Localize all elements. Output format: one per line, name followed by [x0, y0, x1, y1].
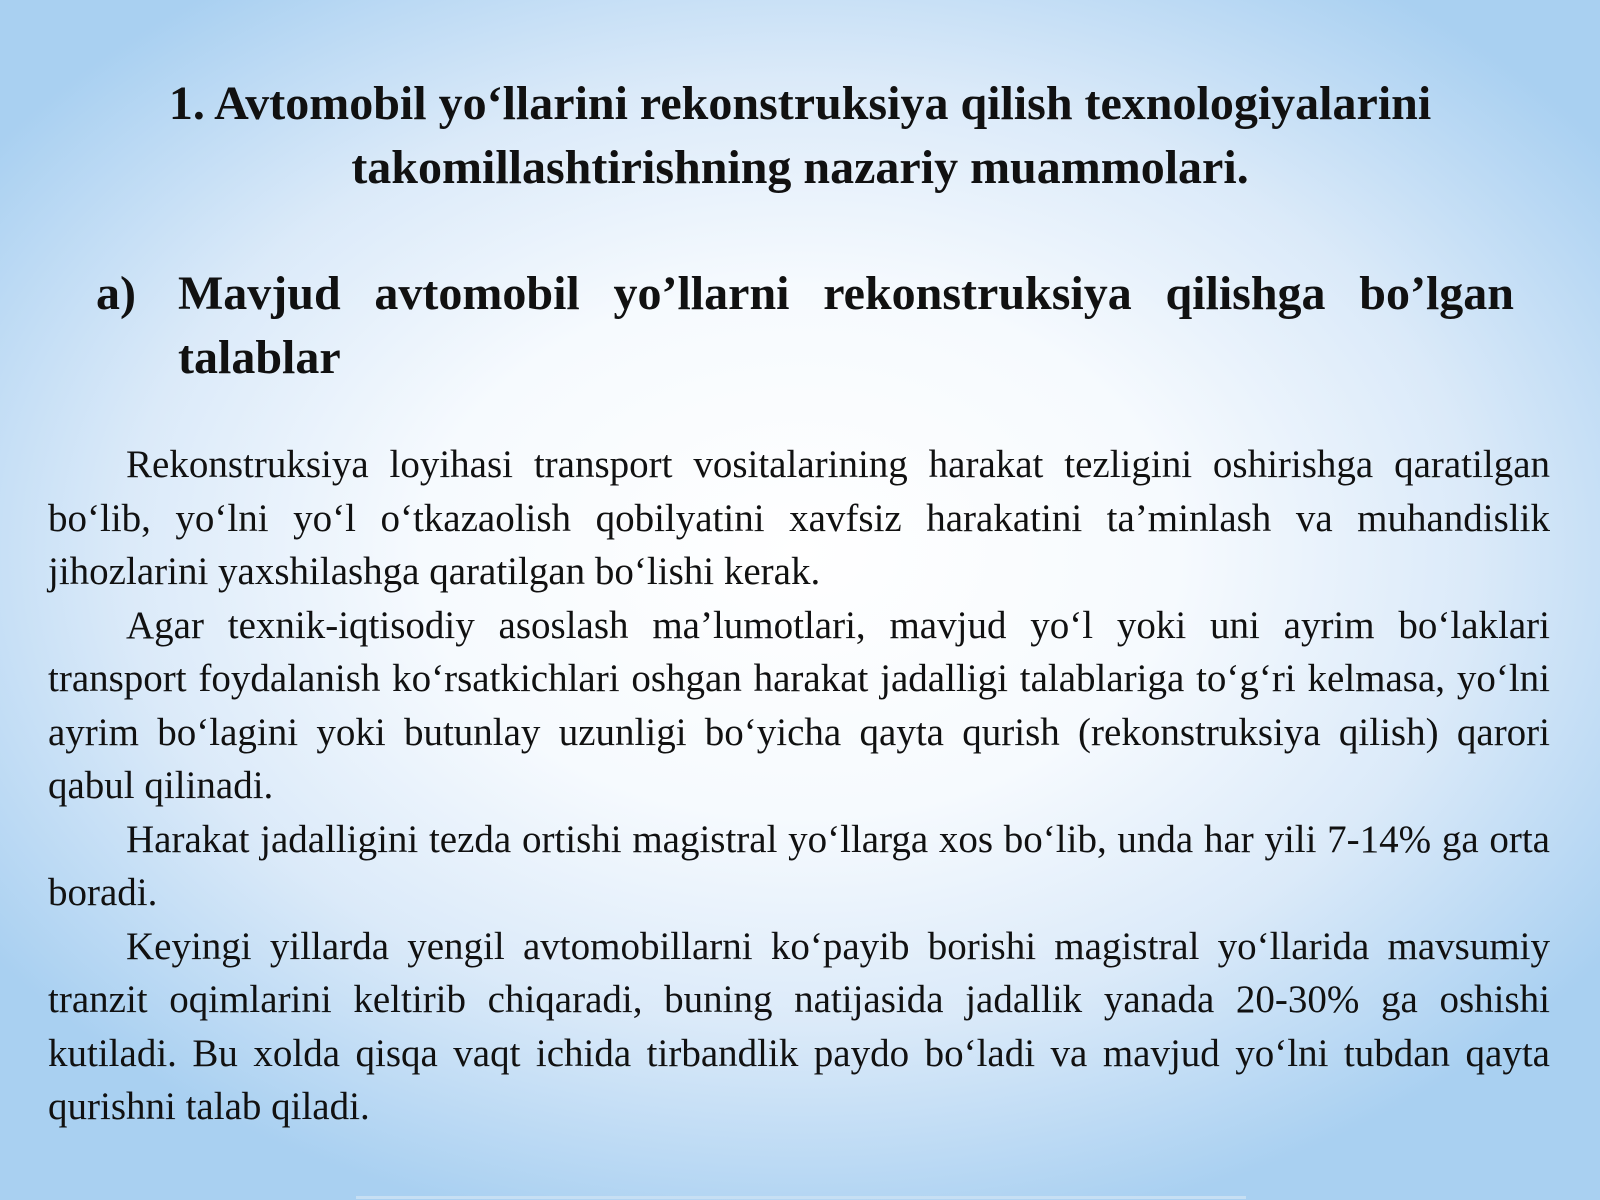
- paragraph: Agar texnik-iqtisodiy asoslash ma’lumotlari, mavjud yo‘l yoki uni ayrim bo‘laklari transport foydalanish ko‘rsatkichlari oshgan harakat jadalligi talablariga to‘g‘ri kelmasa, yo‘lni ayrim bo‘lagini yoki butunlay uzunligi bo‘yicha qayta qurish (rekonstruksiya qilish) qarori qabul qilinadi.: [48, 603, 1550, 807]
- subheading: [96, 262, 1514, 390]
- subheading-marker: a): [96, 267, 136, 320]
- subheading-text: Mavjud avtomobil yo’llarni rekonstruksiya qilishga bo’lgan talablar: [178, 267, 1514, 384]
- slide-title: 1. Avtomobil yo‘llarini rekonstruksiya qilish texnologiyalarini takomillashtirishning nazariy muammolari.: [168, 77, 1432, 194]
- bottom-divider: [356, 1196, 1246, 1199]
- paragraph: Rekonstruksiya loyihasi transport vositalarining harakat tezligini oshirishga qaratilgan bo‘lib, yo‘lni yo‘l o‘tkazaolish qobilyatini xavfsiz harakatini ta’minlash va muhandislik jihozlarini yaxshilashga qaratilgan bo‘lishi kerak.: [48, 443, 1550, 593]
- paragraph: Harakat jadalligini tezda ortishi magistral yo‘llarga xos bo‘lib, unda har yili 7-14% ga orta boradi.: [48, 817, 1550, 914]
- paragraph: Keyingi yillarda yengil avtomobillarni ko‘payib borishi magistral yo‘llarida mavsumiy tranzit oqimlarini keltirib chiqaradi, buning natijasida jadallik yanada 20-30% ga oshishi kutiladi. Bu xolda qisqa vaqt ichida tirbandlik paydo bo‘ladi va mavjud yo‘lni tubdan qayta qurishni talab qiladi.: [48, 924, 1550, 1128]
- body-text: [48, 438, 1550, 1134]
